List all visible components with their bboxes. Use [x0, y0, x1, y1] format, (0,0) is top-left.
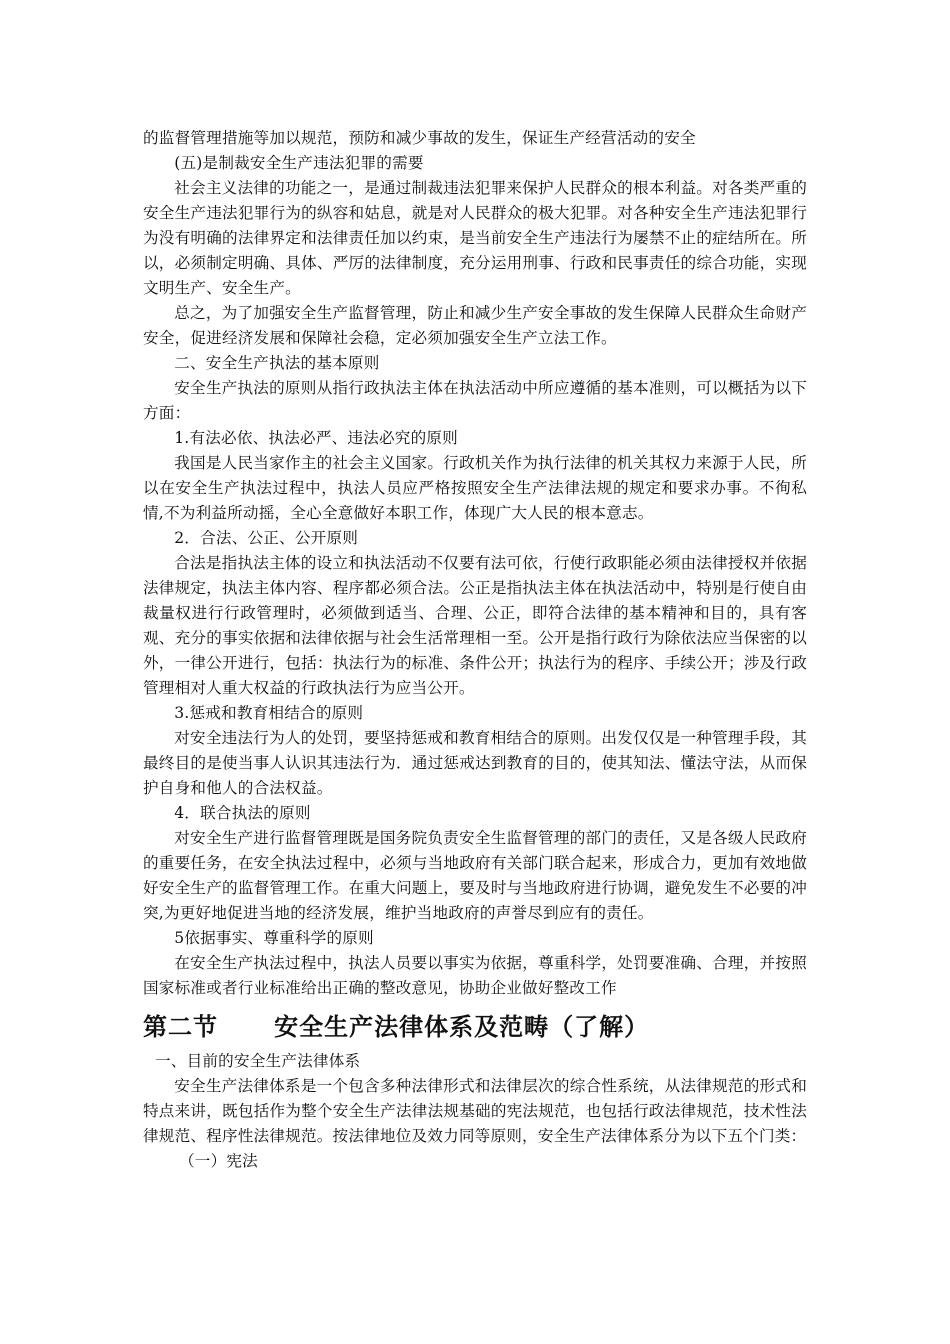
principle-2-title: 2．合法、公正、公开原则: [174, 529, 359, 547]
principle-1-title: 1.有法必依、执法必严、违法必究的原则: [174, 429, 458, 447]
section-heading: 第二节 安全生产法律体系及范畴（了解）: [143, 1013, 650, 1041]
principle-1-text: 我国是人民当家作主的社会主义国家。行政机关作为执行法律的机关其权力来源于人民，所以在安全生产执法过程中，执法人员应严格按照安全生产法律法规的规定和要求办事。不徇私情,不为利益所动摇，全心全意做好本职工作，体现广大人民的根本意志。: [143, 454, 807, 522]
principle-4-text: 对安全生产进行监督管理既是国务院负责安全生监督管理的部门的责任，又是各级人民政府的重要任务，在安全执法过程中，必须与当地政府有关部门联合起来，形成合力，更加有效地做好安全生产的监督管理工作。在重大问题上，要及时与当地政府进行协调，避免发生不必要的冲突,为更好地促进当地的经济发展，维护当地政府的声誉尽到应有的责任。: [143, 829, 807, 922]
paragraph-continuation: 的监督管理措施等加以规范，预防和减少事故的发生，保证生产经营活动的安全: [143, 129, 696, 147]
heading-enforcement-principles: 二、安全生产执法的基本原则: [174, 354, 380, 372]
section-subheading: 一、目前的安全生产法律体系: [155, 1052, 361, 1070]
principle-4-title: 4．联合执法的原则: [174, 804, 311, 822]
document-body: [143, 126, 807, 1174]
principle-5-title: 5依据事实、尊重科学的原则: [174, 929, 374, 947]
principle-3-text: 对安全违法行为人的处罚，要坚持惩戒和教育相结合的原则。出发仅仅是一种管理手段，其最终目的是使当事人认识其违法行为．通过惩戒达到教育的目的，使其知法、懂法守法，从而保护自身和他人的合法权益。: [143, 729, 807, 797]
paragraph-summary: 总之，为了加强安全生产监督管理，防止和减少生产安全事故的发生保障人民群众生命财产安全，促进经济发展和保障社会稳，定必须加强安全生产立法工作。: [143, 304, 807, 347]
section-paragraph-legal-system: 安全生产法律体系是一个包含多种法律形式和法律层次的综合性系统，从法律规范的形式和特点来讲，既包括作为整个安全生产法律法规基础的宪法规范，也包括行政法律规范，技术性法律规范、程序性法律规范。按法律地位及效力同等原则，安全生产法律体系分为以下五个门类：: [143, 1077, 807, 1145]
paragraph-principles-intro: 安全生产执法的原则从指行政执法主体在执法活动中所应遵循的基本准则，可以概括为以下方面：: [143, 379, 807, 422]
subheading-five: (五)是制裁安全生产违法犯罪的需要: [174, 154, 424, 172]
paragraph-sanction: 社会主义法律的功能之一，是通过制裁违法犯罪来保护人民群众的根本利益。对各类严重的安全生产违法犯罪行为的纵容和姑息，就是对人民群众的极大犯罪。对各种安全生产违法犯罪行为没有明确的法律界定和法律责任加以约束，是当前安全生产违法行为屡禁不止的症结所在。所以，必须制定明确、具体、严厉的法律制度，充分运用刑事、行政和民事责任的综合功能，实现文明生产、安全生产。: [143, 179, 807, 297]
principle-5-text: 在安全生产执法过程中，执法人员要以事实为依据，尊重科学，处罚要准确、合理，并按照国家标准或者行业标准给出正确的整改意见，协助企业做好整改工作: [143, 954, 807, 997]
principle-3-title: 3.惩戒和教育相结合的原则: [174, 704, 364, 722]
section-item-constitution: （一）宪法: [179, 1152, 258, 1170]
principle-2-text: 合法是指执法主体的设立和执法活动不仅要有法可依，行使行政职能必须由法律授权并依据法律规定，执法主体内容、程序都必须合法。公正是指执法主体在执法活动中，特别是行使自由裁量权进行行政管理时，必须做到适当、合理、公正，即符合法律的基本精神和目的，具有客观、充分的事实依据和法律依据与社会生活常理相一至。公开是指行政行为除依法应当保密的以外，一律公开进行，包括：执法行为的标准、条件公开；执法行为的程序、手续公开；涉及行政管理相对人重大权益的行政执法行为应当公开。: [143, 554, 807, 697]
